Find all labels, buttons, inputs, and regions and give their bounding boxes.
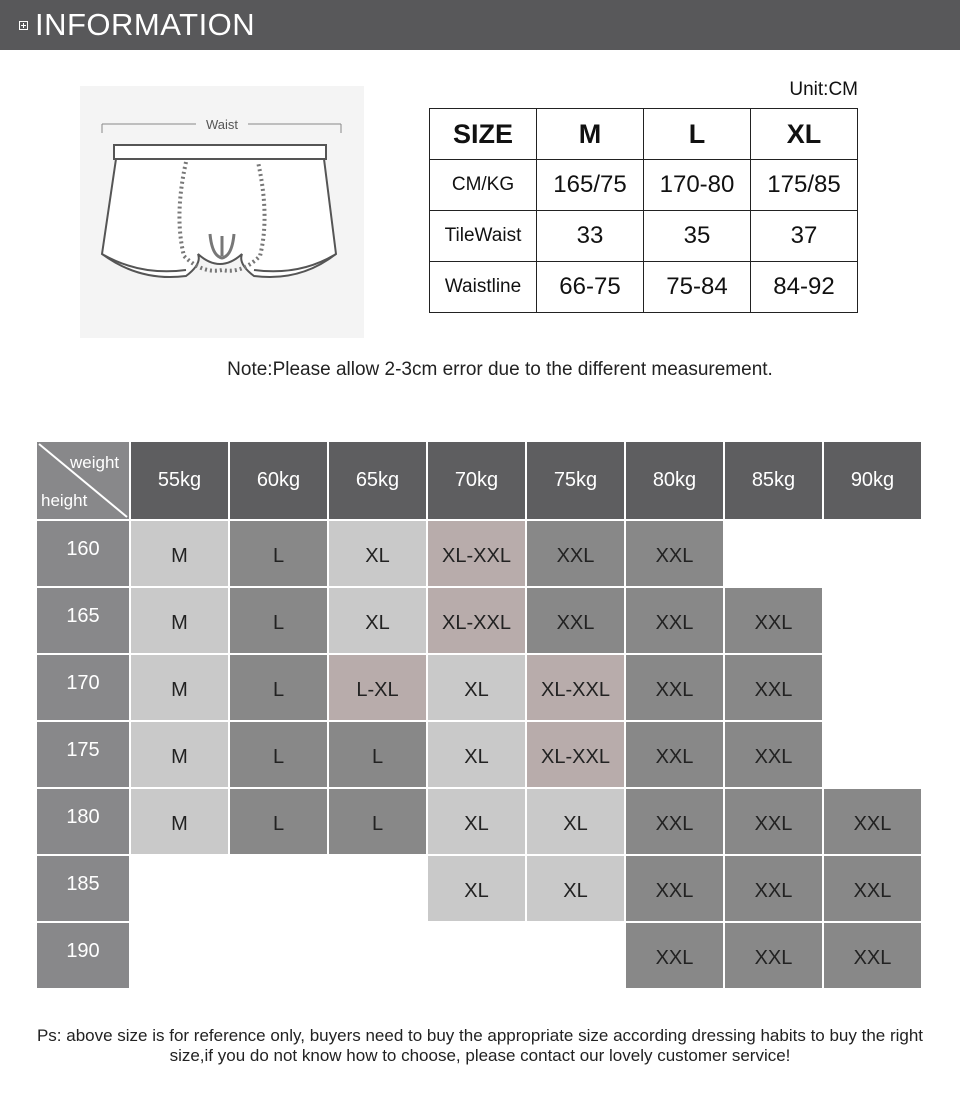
size-table-value-cell: 84-92 [751,262,858,313]
size-cell [230,856,327,921]
size-cell: XXL [626,722,723,787]
size-cell [329,856,426,921]
size-cell: L [230,655,327,720]
size-table-value-cell: 165/75 [537,160,644,211]
size-cell: M [131,789,228,854]
size-table-value-cell: 170-80 [644,160,751,211]
weight-header-cell: 85kg [725,442,822,519]
size-cell [230,923,327,988]
size-cell: XXL [527,521,624,586]
size-table-header-cell: SIZE [430,109,537,160]
size-table-value-cell: 37 [751,211,858,262]
size-cell: XL-XXL [428,521,525,586]
size-cell: L [230,521,327,586]
size-cell: XXL [527,588,624,653]
size-cell: XXL [824,856,921,921]
size-table-value-cell: 35 [644,211,751,262]
size-cell: L [230,588,327,653]
size-cell: XXL [626,521,723,586]
size-table-value-cell: 66-75 [537,262,644,313]
height-header-cell: 190 [37,923,129,988]
size-cell: XXL [824,923,921,988]
height-header-cell: 170 [37,655,129,720]
size-table-value-cell: 175/85 [751,160,858,211]
size-cell: L-XL [329,655,426,720]
size-cell [824,588,921,653]
size-cell: XL-XXL [428,588,525,653]
weight-header-cell: 70kg [428,442,525,519]
size-cell: M [131,588,228,653]
size-cell: XXL [626,856,723,921]
size-cell [824,722,921,787]
size-table-header-cell: M [537,109,644,160]
size-cell: L [230,789,327,854]
height-header-cell: 185 [37,856,129,921]
size-cell: XXL [626,923,723,988]
weight-header-cell: 75kg [527,442,624,519]
size-table-header-cell: XL [751,109,858,160]
height-header-cell: 165 [37,588,129,653]
size-cell: XXL [626,789,723,854]
size-cell: XXL [725,856,822,921]
height-header-cell: 180 [37,789,129,854]
size-cell [725,521,822,586]
size-cell: XL-XXL [527,722,624,787]
size-cell: M [131,655,228,720]
size-cell: L [329,722,426,787]
info-header [0,0,960,50]
weight-header-cell: 80kg [626,442,723,519]
size-cell: L [230,722,327,787]
size-cell [428,923,525,988]
size-cell: XL [428,856,525,921]
size-cell: XL [329,588,426,653]
corner-weight-label: weight [70,453,120,472]
size-cell: M [131,722,228,787]
weight-height-size-chart [37,442,922,990]
size-cell [329,923,426,988]
size-cell: XXL [824,789,921,854]
weight-header-cell: 55kg [131,442,228,519]
size-table-row-label: TileWaist [430,211,537,262]
size-cell [824,655,921,720]
size-cell: XL [527,856,624,921]
waist-label: Waist [205,117,239,132]
height-header-cell: 175 [37,722,129,787]
size-table-row [430,160,858,211]
weight-header-cell: 90kg [824,442,921,519]
size-table [429,108,858,313]
weight-header-cell: 65kg [329,442,426,519]
size-table-row-label: Waistline [430,262,537,313]
measurement-note: Note:Please allow 2-3cm error due to the different measurement. [227,359,773,380]
weight-header-cell: 60kg [230,442,327,519]
size-cell: L [329,789,426,854]
size-cell: XXL [626,655,723,720]
size-cell [131,923,228,988]
size-cell: XXL [626,588,723,653]
size-cell: XL [329,521,426,586]
size-cell: XL [428,655,525,720]
size-cell: XXL [725,923,822,988]
size-cell [824,521,921,586]
ps-disclaimer: Ps: above size is for reference only, buyers need to buy the appropriate size according dressing habits to buy the right size,if you do not know how to choose, please contact our lovely customer service! [36,1026,924,1065]
size-cell: XL-XXL [527,655,624,720]
size-cell: XXL [725,588,822,653]
boxer-diagram [80,86,364,338]
expand-square-icon [19,21,28,30]
size-cell [527,923,624,988]
size-table-header-row [430,109,858,160]
size-cell: XXL [725,789,822,854]
size-table-header-cell: L [644,109,751,160]
size-cell: XXL [725,722,822,787]
size-cell: XL [428,722,525,787]
size-cell: XL [428,789,525,854]
boxer-brief-illustration [80,86,364,338]
size-table-row [430,211,858,262]
size-table-row-label: CM/KG [430,160,537,211]
size-table-value-cell: 75-84 [644,262,751,313]
size-cell: XL [527,789,624,854]
size-cell: M [131,521,228,586]
header-title: INFORMATION [35,7,256,42]
size-cell [131,856,228,921]
size-table-value-cell: 33 [537,211,644,262]
corner-height-label: height [41,491,88,510]
unit-label: Unit:CM [789,79,858,100]
size-cell: XXL [725,655,822,720]
height-header-cell: 160 [37,521,129,586]
size-table-row [430,262,858,313]
chart-corner [37,442,129,519]
